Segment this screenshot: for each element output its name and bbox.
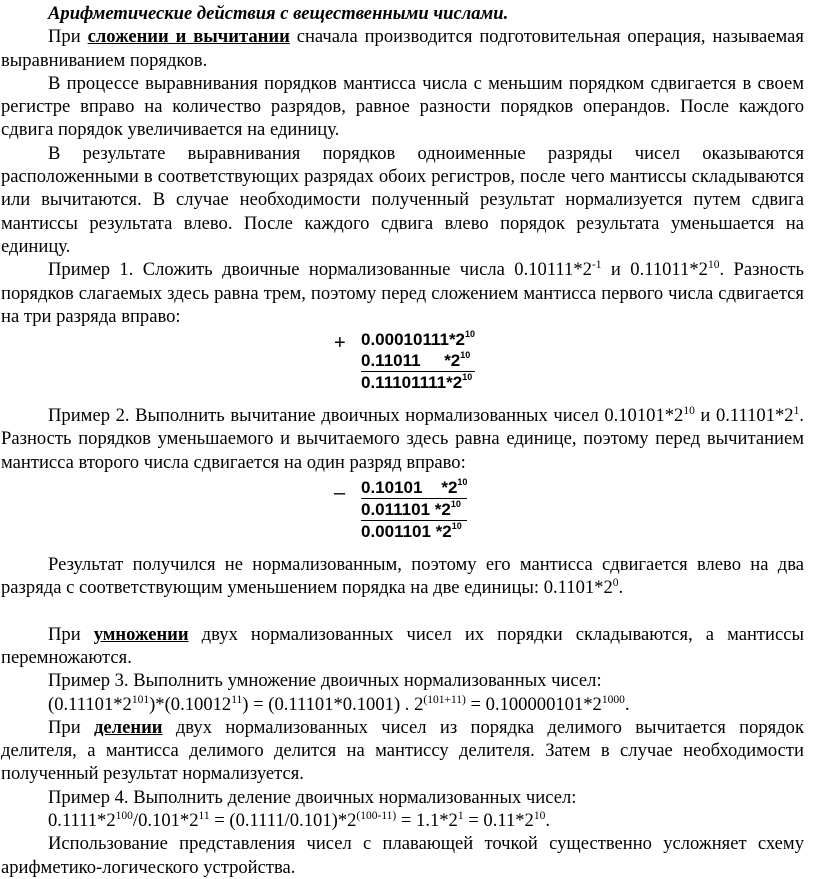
addition-calculation — [1, 329, 804, 396]
example-3-title: Пример 3. Выполнить умножение двоичных нормализованных чисел: — [48, 670, 602, 692]
section-title: Арифметические действия с вещественными числами. — [48, 3, 509, 24]
paragraph-multiplication: При умножении двух нормализованных чисел их порядки складываются, а мантиссы перемножаются. — [1, 623, 804, 668]
calc-row: 0.11011 $*2^{10}$ — [361, 350, 471, 371]
calc-row: 0.10101 $*2^{10}$ — [361, 477, 468, 498]
calc-result-row: $0.11101111*2^{10}$ — [361, 371, 475, 393]
term-addition-subtraction: сложении и вычитании — [87, 26, 290, 48]
example-1-text: Пример 1. Сложить двоичные нормализованные числа $0.10111*2^{-1}$ и $0.11011*2^{10}$. Разность порядков слагаемых здесь равна трем, поэтому перед сложением мантисса первого числа сдвигается на три разряда вправо: — [1, 259, 804, 327]
paragraph-division: При делении двух нормализованных чисел из порядка делимого вычитается порядок делителя, а мантисса делимого делится на мантиссу делителя. Затем в случае необходимости полученный результат нормализуется. — [1, 716, 805, 785]
calc-row: $0.00010111*2^{10}$ — [361, 329, 476, 350]
calc-row: 0.011101 $*2^{10}$ — [361, 498, 467, 520]
calc-result-row: 0.001101 $*2^{10}$ — [361, 520, 467, 542]
spacer — [1, 600, 804, 623]
paragraph-addition-subtraction: При сложении и вычитании сначала производится подготовительная операция, называемая выравниванием порядков. — [1, 26, 804, 71]
term-division: делении — [94, 716, 163, 738]
example-4-formula: $0.1111*2^{100}/0.101*2^{11} = (0.1111/0.101)*2^{(100-11)} = 1.1*2^1 = 0.11*2^{10}$. — [48, 810, 550, 832]
example-4-title: Пример 4. Выполнить деление двоичных нормализованных чисел: — [48, 786, 577, 808]
minus-sign: – — [334, 482, 346, 505]
term-multiplication: умножении — [93, 623, 189, 645]
result-paragraph: Результат получился не нормализованным, поэтому его мантисса сдвигается влево на два разряда с соответствующим уменьшением порядка на две единицы: $0.1101*2^0$. — [1, 554, 804, 599]
subtraction-calculation — [1, 477, 804, 544]
paragraph-alignment: В процессе выравнивания порядков мантисса числа с меньшим порядком сдвигается в своем регистре вправо на количество разрядов, равное разности порядков операндов. После каждого сдвига порядок увеличивается на единицу. — [1, 72, 804, 141]
example-3-formula: $(0.11101*2^{101})*(0.10012^{11}) = (0.11101*0.1001)$ . $2^{(101+11)} = 0.100000101*2^{1000}$. — [48, 693, 630, 715]
example-2-text: Пример 2. Выполнить вычитание двоичных нормализованных чисел $0.10101*2^{10}$ и $0.11101*2^1$. Разность порядков уменьшаемого и вычитаемого здесь равна единице, поэтому перед вычитанием мантисса второго числа сдвигается на один разряд вправо: — [1, 405, 804, 473]
final-paragraph: Использование представления чисел с плавающей точкой существенно усложняет схему арифметико-логического устройства. — [1, 833, 804, 878]
plus-sign: + — [334, 332, 346, 355]
paragraph-normalization: В результате выравнивания порядков одноименные разряды чисел оказываются расположенными в соответствующих разрядах обоих регистров, после чего мантиссы складываются или вычитаются. В случае необходимости полученный результат нормализуется путем сдвига мантиссы результата влево. После каждого сдвига влево порядок результата уменьшается на единицу. — [1, 142, 804, 257]
